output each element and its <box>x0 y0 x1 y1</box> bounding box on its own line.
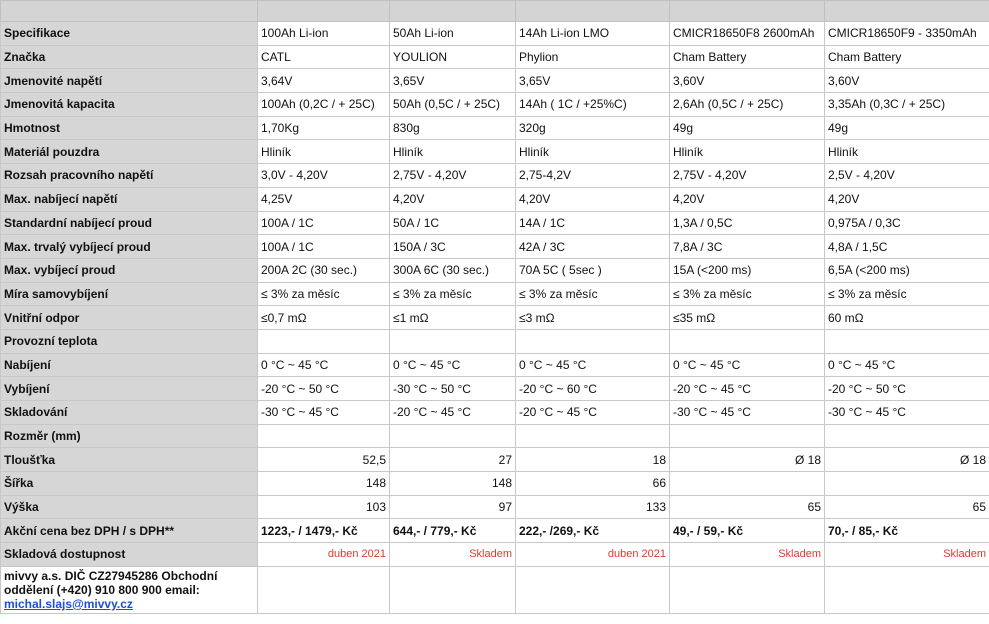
table-cell: Skladem <box>825 543 989 567</box>
table-row <box>1 424 989 448</box>
table-cell: 3,65V <box>516 69 670 93</box>
table-cell: 49g <box>670 116 825 140</box>
row-label: Šířka <box>1 472 258 496</box>
table-cell: Hliník <box>258 140 390 164</box>
table-row <box>1 116 989 140</box>
table-cell: -20 °C ~ 60 °C <box>516 377 670 401</box>
table-cell: 2,6Ah (0,5C / + 25C) <box>670 93 825 117</box>
table-row <box>1 235 989 259</box>
table-cell: Cham Battery <box>825 45 989 69</box>
table-cell <box>825 472 989 496</box>
row-label: Rozměr (mm) <box>1 424 258 448</box>
empty-cell <box>390 566 516 613</box>
table-cell <box>825 329 989 353</box>
table-cell: -20 °C ~ 45 °C <box>390 401 516 425</box>
table-cell: 14Ah Li-ion LMO <box>516 22 670 46</box>
row-label: Max. vybíjecí proud <box>1 258 258 282</box>
row-label: Standardní nabíjecí proud <box>1 211 258 235</box>
table-cell: 4,25V <box>258 187 390 211</box>
table-cell: 4,20V <box>516 187 670 211</box>
row-label: Max. trvalý vybíjecí proud <box>1 235 258 259</box>
header-row <box>1 1 989 22</box>
table-cell: 65 <box>670 495 825 519</box>
table-cell: 66 <box>516 472 670 496</box>
table-cell: 42A / 3C <box>516 235 670 259</box>
table-cell: 15A (<200 ms) <box>670 258 825 282</box>
table-cell: 6,5A (<200 ms) <box>825 258 989 282</box>
row-label: Skladová dostupnost <box>1 543 258 567</box>
table-cell: 148 <box>258 472 390 496</box>
row-label: Vybíjení <box>1 377 258 401</box>
table-cell <box>670 472 825 496</box>
header-cell <box>258 1 390 22</box>
table-row <box>1 495 989 519</box>
table-row <box>1 329 989 353</box>
table-cell: 3,64V <box>258 69 390 93</box>
table-row <box>1 140 989 164</box>
table-cell: 0 °C ~ 45 °C <box>516 353 670 377</box>
table-cell: ≤ 3% za měsíc <box>670 282 825 306</box>
table-cell: 49g <box>825 116 989 140</box>
row-label: Max. nabíjecí napětí <box>1 187 258 211</box>
table-cell: 0 °C ~ 45 °C <box>670 353 825 377</box>
table-cell: -20 °C ~ 50 °C <box>825 377 989 401</box>
table-cell: duben 2021 <box>516 543 670 567</box>
table-cell: 97 <box>390 495 516 519</box>
table-cell <box>516 329 670 353</box>
table-cell <box>825 424 989 448</box>
empty-cell <box>670 566 825 613</box>
table-cell: 4,8A / 1,5C <box>825 235 989 259</box>
table-row <box>1 306 989 330</box>
table-cell: 1,70Kg <box>258 116 390 140</box>
table-cell <box>670 424 825 448</box>
table-cell: ≤35 mΩ <box>670 306 825 330</box>
table-cell: 830g <box>390 116 516 140</box>
table-cell: Phylion <box>516 45 670 69</box>
table-cell: -20 °C ~ 45 °C <box>516 401 670 425</box>
table-cell: 0 °C ~ 45 °C <box>258 353 390 377</box>
table-row <box>1 401 989 425</box>
row-label: Materiál pouzdra <box>1 140 258 164</box>
table-cell: 0,975A / 0,3C <box>825 211 989 235</box>
table-cell: Hliník <box>516 140 670 164</box>
row-label: Akční cena bez DPH / s DPH** <box>1 519 258 543</box>
table-cell: ≤ 3% za měsíc <box>825 282 989 306</box>
table-cell: 0 °C ~ 45 °C <box>390 353 516 377</box>
contact-text: mivvy a.s. DIČ CZ27945286 Obchodní oddělení (+420) 910 800 900 email: <box>4 568 218 597</box>
table-cell: -20 °C ~ 50 °C <box>258 377 390 401</box>
table-cell: 100A / 1C <box>258 235 390 259</box>
table-cell: 200A 2C (30 sec.) <box>258 258 390 282</box>
table-cell: Hliník <box>670 140 825 164</box>
table-cell: 2,5V - 4,20V <box>825 164 989 188</box>
table-cell <box>516 424 670 448</box>
table-cell <box>258 424 390 448</box>
table-cell: 70,- / 85,- Kč <box>825 519 989 543</box>
table-cell: 52,5 <box>258 448 390 472</box>
table-cell: 49,- / 59,- Kč <box>670 519 825 543</box>
row-label: Tloušťka <box>1 448 258 472</box>
table-cell: 100A / 1C <box>258 211 390 235</box>
table-cell: 100Ah (0,2C / + 25C) <box>258 93 390 117</box>
row-label: Provozní teplota <box>1 329 258 353</box>
table-cell: 50A / 1C <box>390 211 516 235</box>
table-cell: -30 °C ~ 50 °C <box>390 377 516 401</box>
table-row <box>1 69 989 93</box>
table-cell: 1223,- / 1479,- Kč <box>258 519 390 543</box>
table-cell: -30 °C ~ 45 °C <box>258 401 390 425</box>
table-cell: Hliník <box>390 140 516 164</box>
table-cell <box>390 424 516 448</box>
table-cell: ≤3 mΩ <box>516 306 670 330</box>
row-label: Skladování <box>1 401 258 425</box>
table-cell: 644,- / 779,- Kč <box>390 519 516 543</box>
table-cell: 1,3A / 0,5C <box>670 211 825 235</box>
header-cell <box>1 1 258 22</box>
table-cell: 3,35Ah (0,3C / + 25C) <box>825 93 989 117</box>
table-cell: 4,20V <box>390 187 516 211</box>
table-cell: 3,60V <box>670 69 825 93</box>
table-cell: Hliník <box>825 140 989 164</box>
table-cell: 3,60V <box>825 69 989 93</box>
table-cell: 65 <box>825 495 989 519</box>
row-label: Značka <box>1 45 258 69</box>
table-cell: Ø 18 <box>670 448 825 472</box>
table-row <box>1 282 989 306</box>
table-cell <box>258 329 390 353</box>
table-cell: CMICR18650F8 2600mAh <box>670 22 825 46</box>
table-row <box>1 543 989 567</box>
table-cell: ≤ 3% za měsíc <box>390 282 516 306</box>
table-cell: Cham Battery <box>670 45 825 69</box>
empty-cell <box>825 566 989 613</box>
table-row <box>1 377 989 401</box>
header-cell <box>390 1 516 22</box>
table-cell: ≤ 3% za měsíc <box>516 282 670 306</box>
table-row <box>1 353 989 377</box>
table-cell: 0 °C ~ 45 °C <box>825 353 989 377</box>
table-cell: 222,- /269,- Kč <box>516 519 670 543</box>
table-row <box>1 519 989 543</box>
table-cell: YOULION <box>390 45 516 69</box>
table-cell: 103 <box>258 495 390 519</box>
table-cell: -30 °C ~ 45 °C <box>670 401 825 425</box>
table-cell: 70A 5C ( 5sec ) <box>516 258 670 282</box>
table-cell: duben 2021 <box>258 543 390 567</box>
table-cell: 100Ah Li-ion <box>258 22 390 46</box>
table-cell: 133 <box>516 495 670 519</box>
table-cell <box>670 329 825 353</box>
table-cell: ≤ 3% za měsíc <box>258 282 390 306</box>
table-cell: 3,0V - 4,20V <box>258 164 390 188</box>
table-row <box>1 22 989 46</box>
row-label: Rozsah pracovního napětí <box>1 164 258 188</box>
table-cell: 27 <box>390 448 516 472</box>
table-row <box>1 472 989 496</box>
table-cell: 150A / 3C <box>390 235 516 259</box>
table-row <box>1 93 989 117</box>
table-cell: ≤0,7 mΩ <box>258 306 390 330</box>
table-row <box>1 187 989 211</box>
table-cell: 14Ah ( 1C / +25%C) <box>516 93 670 117</box>
header-cell <box>516 1 670 22</box>
row-label: Výška <box>1 495 258 519</box>
table-cell: 50Ah (0,5C / + 25C) <box>390 93 516 117</box>
table-cell: 2,75V - 4,20V <box>390 164 516 188</box>
table-cell: 14A / 1C <box>516 211 670 235</box>
table-cell: 50Ah Li-ion <box>390 22 516 46</box>
row-label: Vnitřní odpor <box>1 306 258 330</box>
table-cell: 320g <box>516 116 670 140</box>
table-cell <box>390 329 516 353</box>
table-cell: 148 <box>390 472 516 496</box>
table-row <box>1 211 989 235</box>
row-label: Jmenovitá kapacita <box>1 93 258 117</box>
table-row <box>1 448 989 472</box>
table-cell: CATL <box>258 45 390 69</box>
table-row <box>1 164 989 188</box>
table-cell: 3,65V <box>390 69 516 93</box>
row-label: Jmenovité napětí <box>1 69 258 93</box>
table-cell: 300A 6C (30 sec.) <box>390 258 516 282</box>
table-cell: -20 °C ~ 45 °C <box>670 377 825 401</box>
row-label: Míra samovybíjení <box>1 282 258 306</box>
row-label: Hmotnost <box>1 116 258 140</box>
table-row <box>1 258 989 282</box>
table-cell: 2,75-4,2V <box>516 164 670 188</box>
table-cell: -30 °C ~ 45 °C <box>825 401 989 425</box>
table-cell: 2,75V - 4,20V <box>670 164 825 188</box>
table-cell: Skladem <box>670 543 825 567</box>
table-cell: Ø 18 <box>825 448 989 472</box>
header-cell <box>670 1 825 22</box>
table-cell: ≤1 mΩ <box>390 306 516 330</box>
header-cell <box>825 1 989 22</box>
row-label: Specifikace <box>1 22 258 46</box>
table-cell: 4,20V <box>670 187 825 211</box>
row-label: Nabíjení <box>1 353 258 377</box>
empty-cell <box>516 566 670 613</box>
email-link[interactable]: michal.slajs@mivvy.cz <box>4 596 133 611</box>
table-cell: 18 <box>516 448 670 472</box>
empty-cell <box>258 566 390 613</box>
table-cell: 7,8A / 3C <box>670 235 825 259</box>
contact-cell <box>1 566 258 613</box>
table-cell: Skladem <box>390 543 516 567</box>
table-cell: CMICR18650F9 - 3350mAh <box>825 22 989 46</box>
table-row <box>1 45 989 69</box>
table-cell: 4,20V <box>825 187 989 211</box>
contact-row <box>1 566 989 613</box>
table-cell: 60 mΩ <box>825 306 989 330</box>
